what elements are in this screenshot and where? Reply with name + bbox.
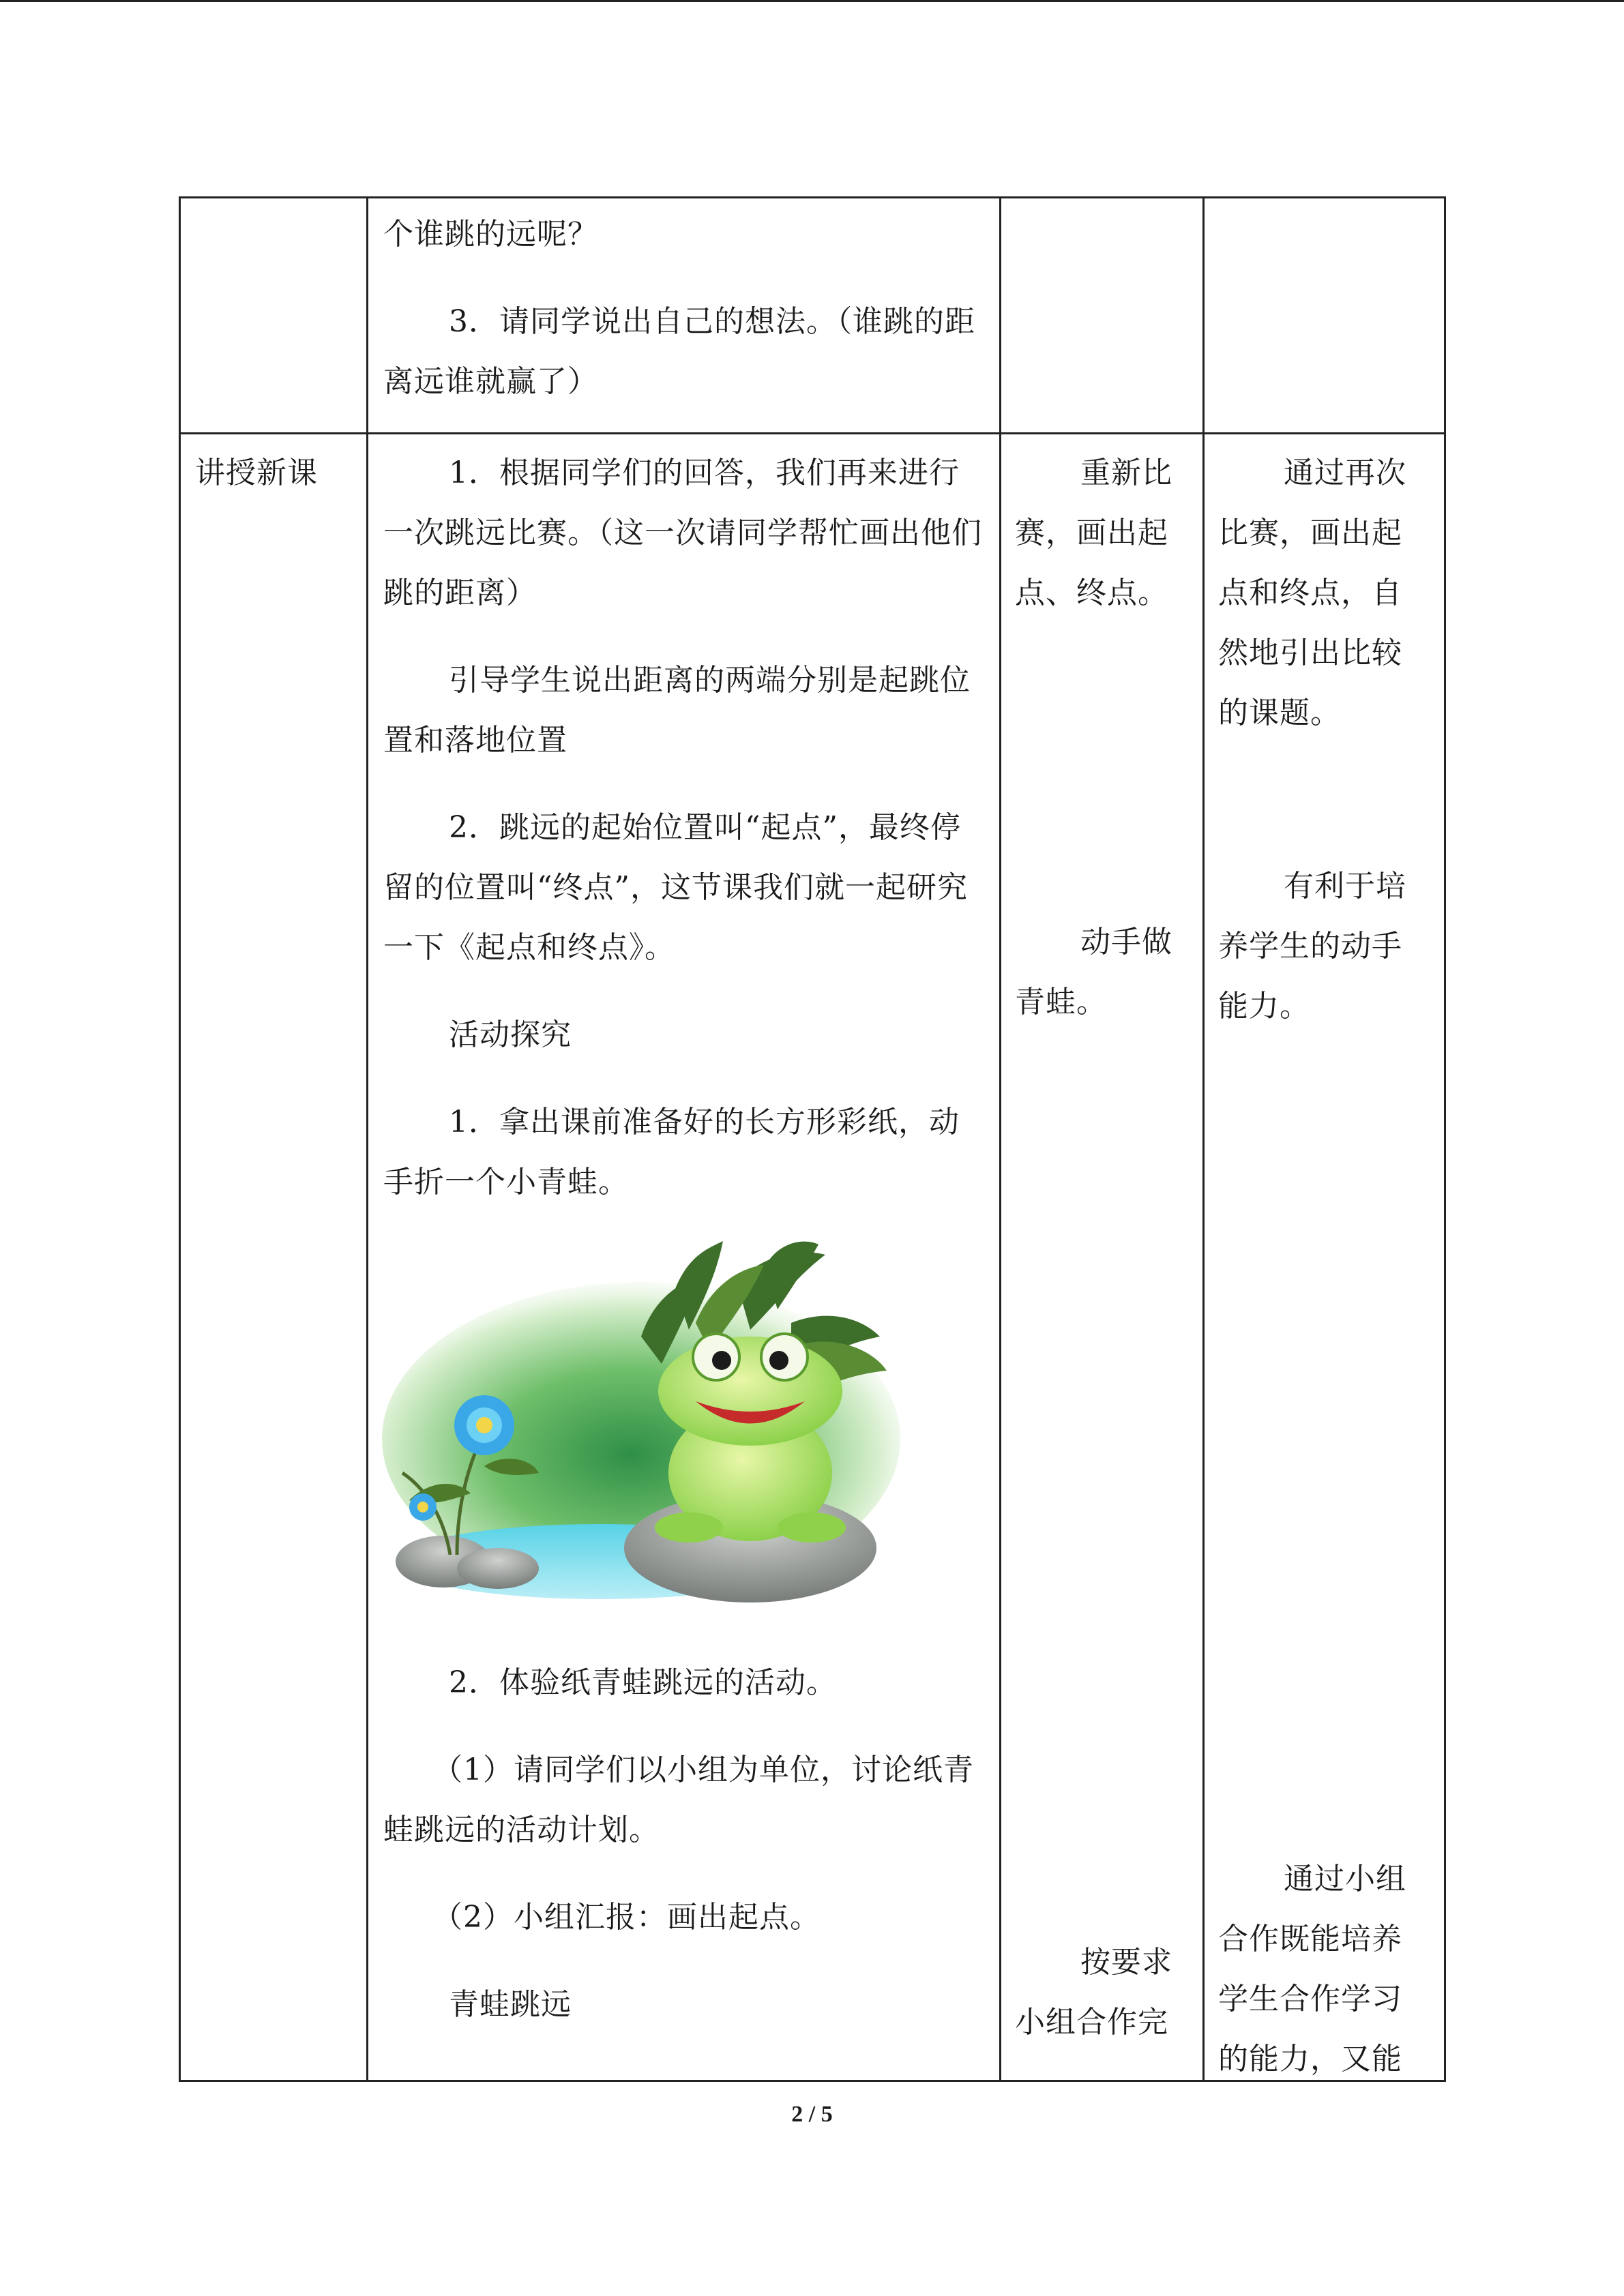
row2-paragraph-1: 1．根据同学们的回答，我们再来进行一次跳远比赛。（这一次请同学帮忙画出他们跳的距离）	[383, 456, 982, 610]
student-activity-2: 动手做青蛙。	[1015, 925, 1172, 1019]
row2-content-top	[383, 443, 984, 1212]
row2-paragraph-6: 2．体验纸青蛙跳远的活动。	[449, 1665, 837, 1700]
table-left-border	[179, 196, 181, 2082]
stage-label: 讲授新课	[195, 456, 318, 490]
row2-paragraph-5: 1．拿出课前准备好的长方形彩纸，动手折一个小青蛙。	[383, 1105, 960, 1199]
row1-paragraph-1: 个谁跳的远呢？	[383, 217, 598, 252]
design-intent-3: 通过小组合作既能培养学生合作学习的能力，又能	[1218, 1862, 1406, 2076]
row2-paragraph-9: 青蛙跳远	[449, 1987, 572, 2022]
row1-content-cell	[383, 205, 984, 412]
page-number: 2 / 5	[791, 2102, 833, 2127]
student-activity-1: 重新比赛，画出起点、终点。	[1015, 456, 1172, 610]
design-intent-2: 有利于培养学生的动手能力。	[1218, 869, 1406, 1024]
table-top-border	[179, 196, 1446, 198]
row2-paragraph-3: 2．跳远的起始位置叫“起点”，最终停留的位置叫“终点”，这节课我们就一起研究一下《起点和终点》。	[383, 810, 968, 965]
stage-cell	[195, 443, 359, 503]
row2-paragraph-4: 活动探究	[449, 1017, 572, 1052]
table-col-divider-1	[366, 196, 368, 2082]
table-col-divider-3	[1202, 196, 1205, 2082]
student-activity-3: 按要求小组合作完	[1015, 1945, 1172, 2040]
row2-paragraph-7: （1）请同学们以小组为单位，讨论纸青蛙跳远的活动计划。	[383, 1753, 974, 1847]
table-col-divider-2	[999, 196, 1001, 2082]
page-top-rule	[0, 0, 1624, 2]
table-row-divider	[179, 432, 1446, 434]
design-intent-1: 通过再次比赛，画出起点和终点，自然地引出比较的课题。	[1218, 456, 1406, 730]
row2-content-bottom	[383, 1653, 984, 2035]
row2-paragraph-8: （2）小组汇报：画出起点。	[432, 1900, 821, 1935]
table-right-border	[1444, 196, 1446, 2082]
frog-illustration	[382, 1241, 914, 1609]
row2-paragraph-2: 引导学生说出距离的两端分别是起跳位置和落地位置	[383, 663, 971, 758]
row1-paragraph-2: 3．请同学说出自己的想法。（谁跳的距离远谁就赢了）	[383, 304, 975, 399]
